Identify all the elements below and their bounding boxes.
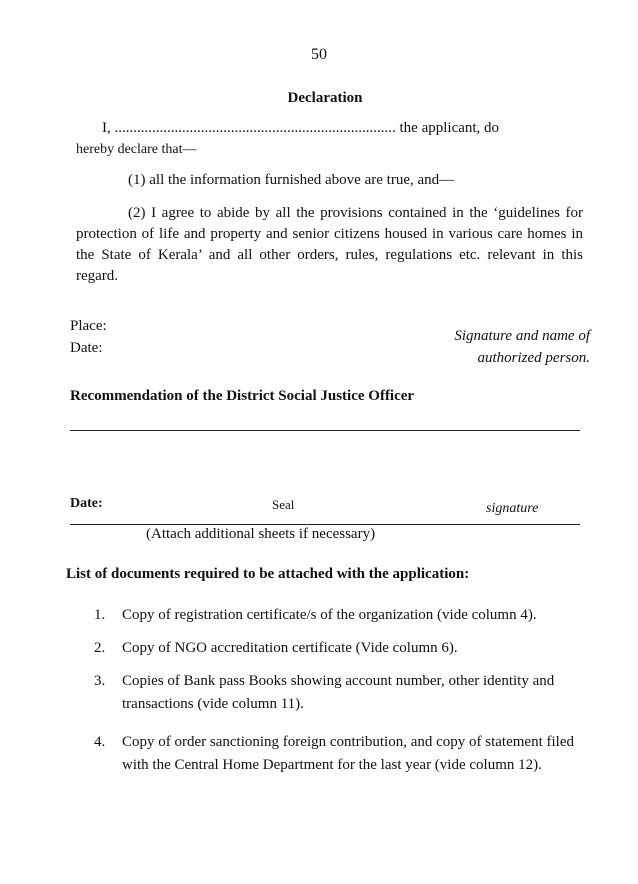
document-number: 1. (94, 607, 106, 623)
officer-signature-rule (70, 524, 580, 525)
document-text: Copy of order sanctioning foreign contribution, and copy of statement filed with the Central Home Department for the last year (vide column 12). (122, 734, 574, 773)
declaration-clause-1: (1) all the information furnished above are true, and— (128, 172, 455, 188)
authorized-signature-line-1: Signature and name of (454, 328, 590, 344)
declaration-line-2: hereby declare that— (76, 142, 197, 157)
document-number: 2. (94, 640, 106, 656)
recommendation-heading: Recommendation of the District Social Justice Officer (70, 388, 415, 404)
document-text: Copies of Bank pass Books showing account number, other identity and transactions (vide column 11). (122, 673, 555, 712)
officer-date-label: Date: (70, 496, 103, 511)
declaration-applicant-text: the applicant, do (399, 120, 500, 136)
declaration-pronoun: I, (102, 120, 111, 136)
recommendation-rule (70, 430, 580, 431)
document-item-2 (94, 637, 584, 660)
document-text: Copy of NGO accreditation certificate (Vide column 6). (122, 640, 458, 656)
name-blank-dots: ........................................................................... (114, 120, 396, 136)
document-number: 3. (94, 673, 106, 689)
attach-note: (Attach additional sheets if necessary) (146, 526, 376, 542)
authorized-signature-block (390, 325, 590, 369)
page-title: Declaration (287, 90, 363, 106)
documents-heading: List of documents required to be attached with the application: (66, 566, 470, 582)
declaration-clause-2: (2) I agree to abide by all the provisions contained in the ‘guidelines for protection of life and property and senior citizens housed in various care homes in the State of Kerala’ and all other orders, rules, regulations etc. relevant in this regard. (76, 205, 583, 284)
place-label: Place: (70, 318, 107, 334)
authorized-signature-line-2: authorized person. (477, 350, 590, 366)
declaration-line-1 (102, 120, 499, 137)
document-text: Copy of registration certificate/s of the organization (vide column 4). (122, 607, 537, 623)
seal-label: Seal (272, 497, 295, 512)
document-item-3 (94, 670, 584, 716)
page-number: 50 (311, 46, 327, 63)
date-label: Date: (70, 340, 103, 356)
document-number: 4. (94, 734, 106, 750)
officer-signature-label: signature (486, 501, 539, 516)
document-item-4 (94, 731, 584, 777)
document-item-1 (94, 604, 584, 627)
